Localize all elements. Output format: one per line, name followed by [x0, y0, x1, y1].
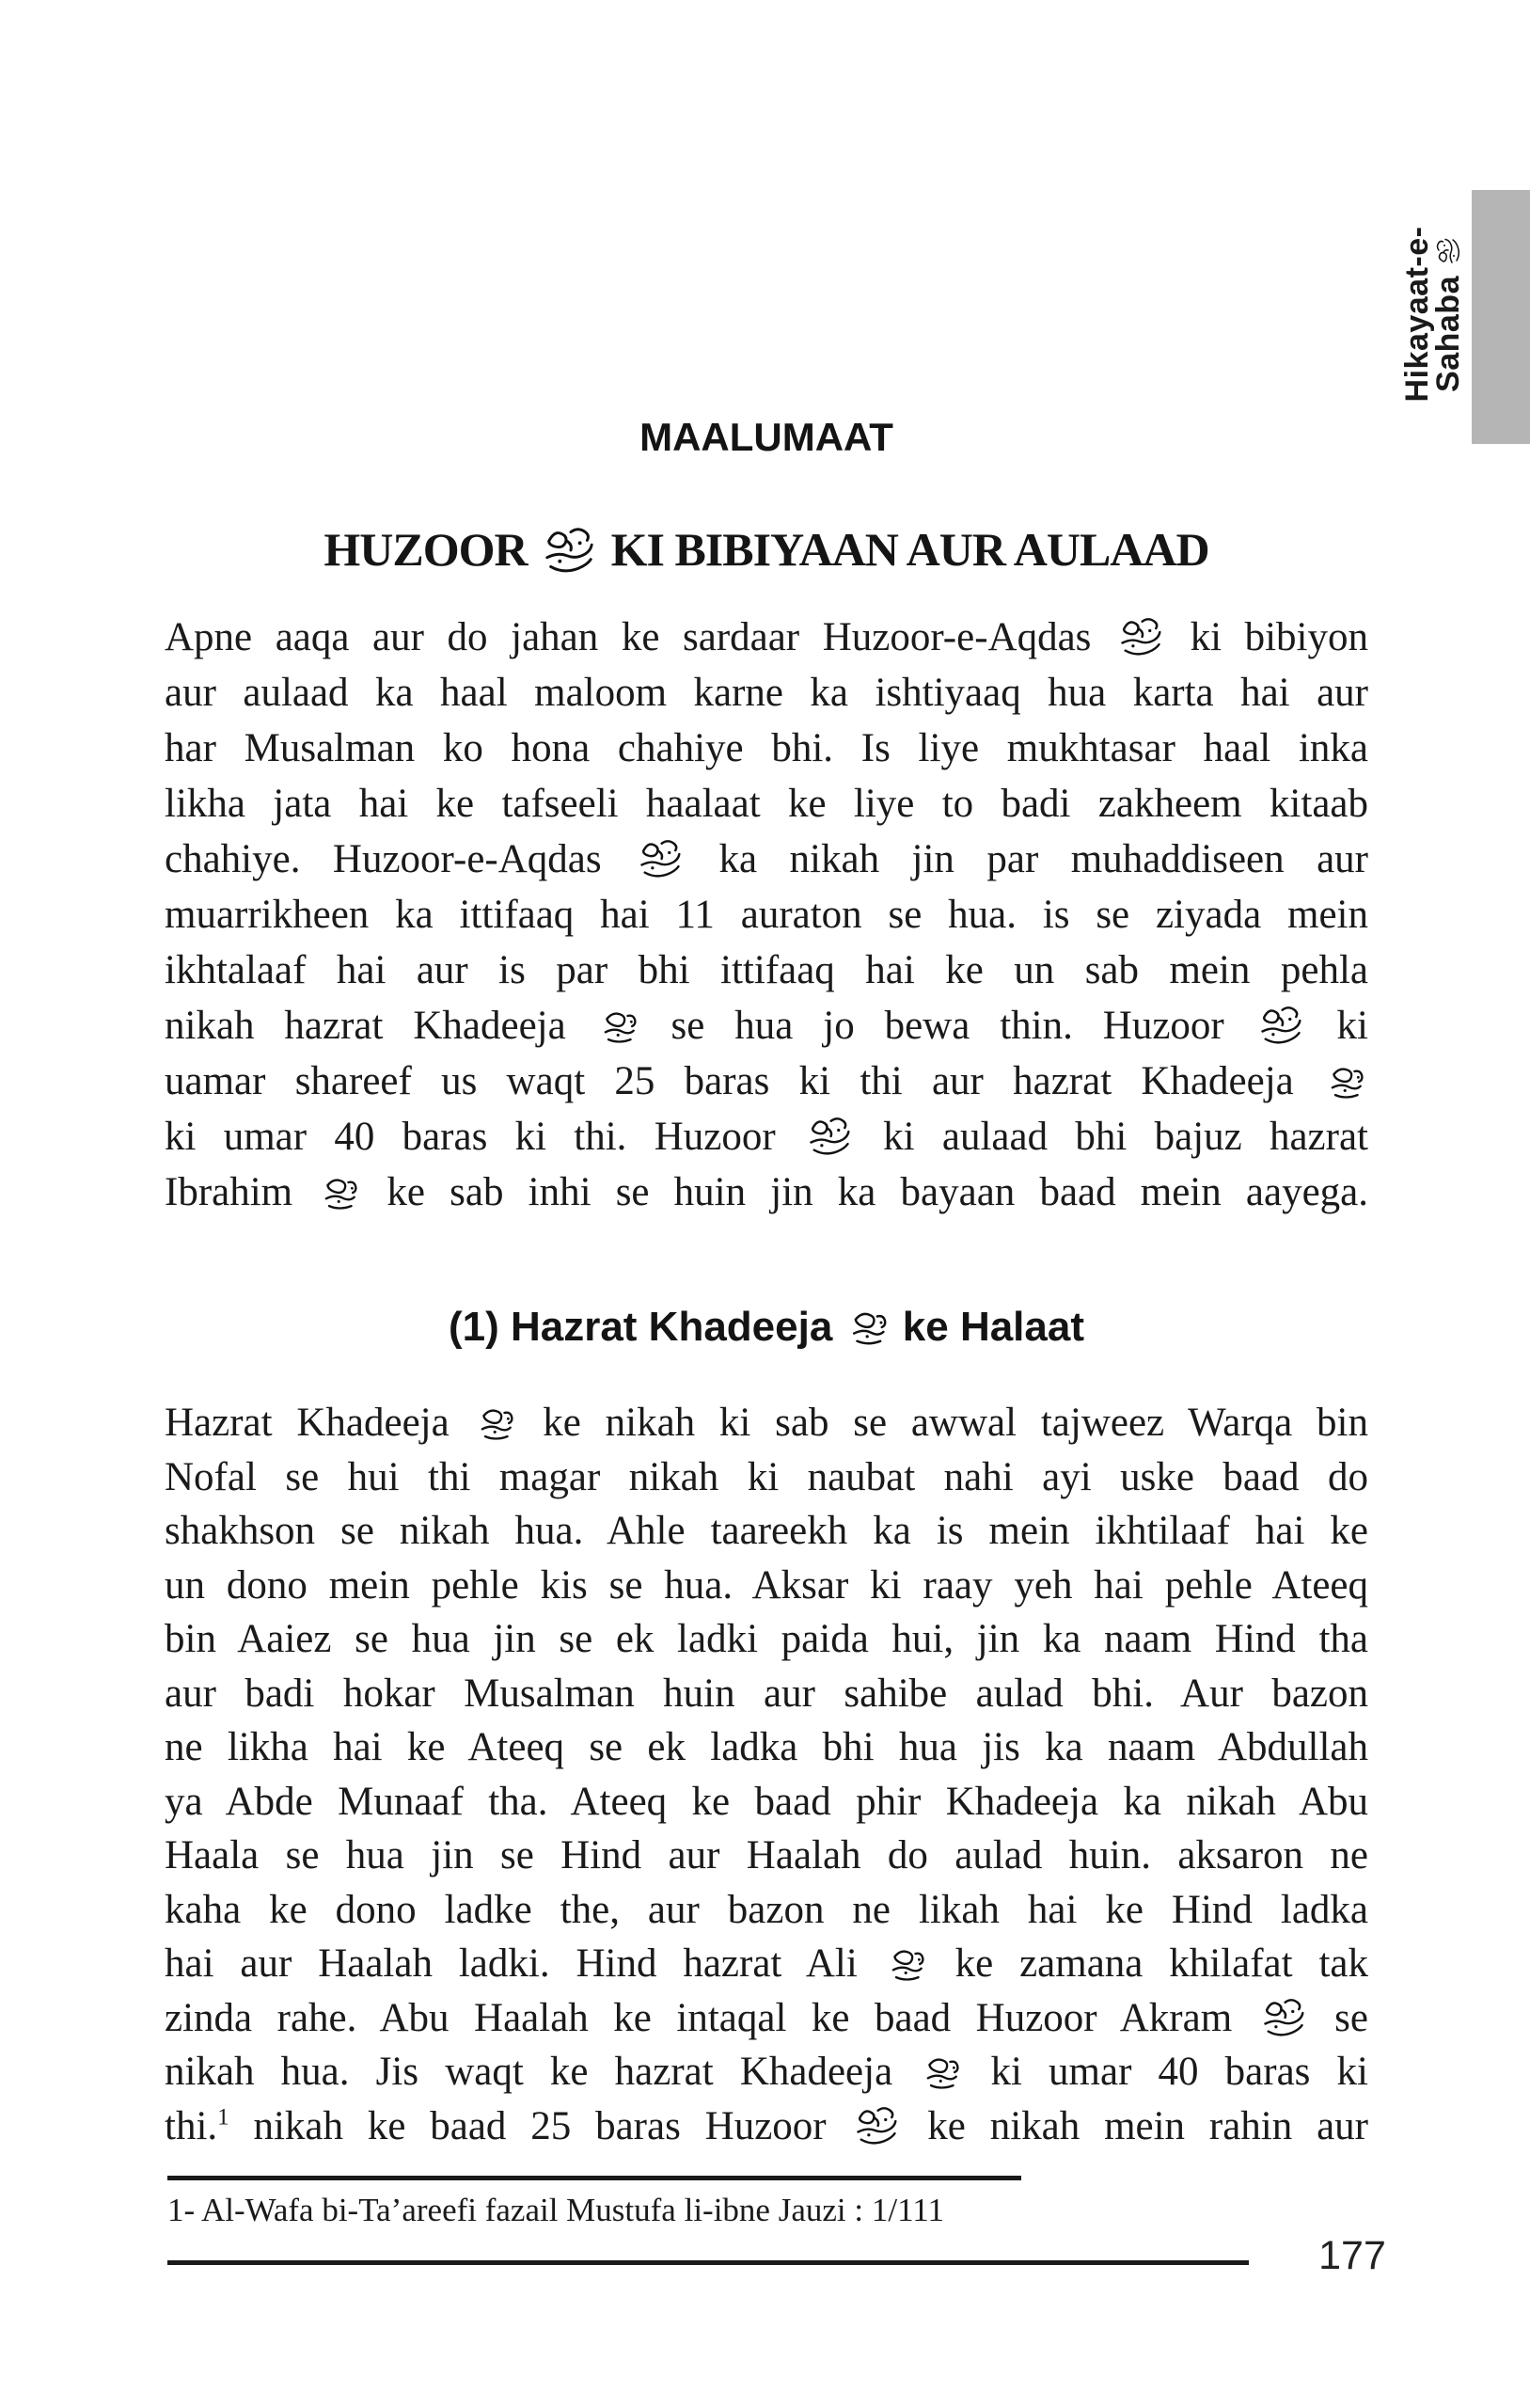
footnote-divider: [167, 2176, 1021, 2180]
text-line: zinda rahe. Abu Haalah ke intaqal ke baad Huzoor Akram se: [165, 1991, 1368, 2046]
footnote-reference: 1: [217, 2104, 229, 2131]
ra-calligraphy-icon: [846, 1305, 890, 1350]
page-number: 177: [1318, 2233, 1386, 2278]
text-line: nikah hua. Jis waqt ke hazrat Khadeeja ki umar 40 baras ki: [165, 2050, 1368, 2094]
text-line: aur badi hokar Musalman huin aur sahibe aulad bhi. Aur bazon: [165, 1671, 1368, 1716]
footer-rule: [167, 2260, 1249, 2265]
ra-calligraphy-icon: [921, 2050, 962, 2095]
ra-calligraphy-icon: [319, 1170, 360, 1215]
text-line: likha jata hai ke tafseeli haalaat ke liye to badi zakheem kitaab: [165, 782, 1368, 826]
paragraph-khadeeja: [165, 1396, 1368, 2153]
text-line: bin Aaiez se hua jin se ek ladki paida hui, jin ka naam Hind tha: [165, 1617, 1368, 1661]
text-line: hai aur Haalah ladki. Hind hazrat Ali ke zamana khilafat tak: [165, 1941, 1368, 1986]
chapter-tab-background: [1472, 190, 1530, 444]
text-line: Apne aaqa aur do jahan ke sardaar Huzoor-e-Aqdas ki bibiyon: [165, 610, 1368, 665]
text-line: ki umar 40 baras ki thi. Huzoor ki aulaad bhi bajuz hazrat: [165, 1109, 1368, 1164]
page-kicker: MAALUMAAT: [639, 415, 893, 459]
text-line: har Musalman ko hona chahiye bhi. Is liye mukhtasar haal inka: [165, 726, 1368, 770]
saw-calligraphy-icon: [1256, 1001, 1305, 1050]
section-heading: (1) Hazrat Khadeeja ke Halaat: [448, 1304, 1085, 1350]
saw-calligraphy-icon: [636, 834, 685, 883]
chapter-tab-label: [1399, 213, 1466, 416]
chapter-title: HUZOOR KI BIBIYAAN AUR AULAAD: [165, 521, 1368, 579]
text-line: uamar shareef us waqt 25 baras ki thi aur hazrat Khadeeja: [165, 1054, 1368, 1109]
chapter-tab-line1: Hikayaat-e-: [1399, 226, 1435, 403]
saw-calligraphy-icon: [1116, 612, 1165, 661]
text-line: aur aulaad ka haal maloom karne ka ishtiyaaq hua karta hai aur: [165, 671, 1368, 715]
footnote-text: 1- Al-Wafa bi-Ta’areefi fazail Mustufa li-ibne Jauzi : 1/111: [167, 2192, 944, 2228]
paragraph-intro: [165, 610, 1368, 1220]
ra-calligraphy-icon: [475, 1401, 516, 1446]
text-line: un dono mein pehle kis se hua. Aksar ki raay yeh hai pehle Ateeq: [165, 1562, 1368, 1608]
ra-calligraphy-icon: [598, 1004, 639, 1049]
text-line: ikhtalaaf hai aur is par bhi ittifaaq hai ke un sab mein pehla: [165, 948, 1368, 992]
text-line: Ibrahim ke sab inhi se huin jin ka bayaan baad mein aayega.: [165, 1170, 1368, 1214]
text-line: Nofal se hui thi magar nikah ki naubat nahi ayi uske baad do: [165, 1454, 1368, 1499]
ra-calligraphy-icon: [1325, 1059, 1366, 1104]
text-line: Haala se hua jin se Hind aur Haalah do aulad huin. aksaron ne: [165, 1833, 1368, 1877]
saw-calligraphy-icon: [852, 2101, 901, 2150]
saw-calligraphy-icon: [805, 1112, 854, 1161]
saw-calligraphy-icon: [540, 521, 598, 579]
text-line: ne likha hai ke Ateeq se ek ladka bhi hua jis ka naam Abdullah: [165, 1725, 1368, 1769]
text-line: thi.$^1$ nikah ke baad 25 baras Huzoor ke nikah mein rahin aur: [165, 2099, 1368, 2154]
saw-calligraphy-icon: [1433, 236, 1463, 266]
chapter-tab-line2: Sahaba: [1433, 213, 1464, 416]
text-line: nikah hazrat Khadeeja se hua jo bewa thin. Huzoor ki: [165, 998, 1368, 1054]
text-line: chahiye. Huzoor-e-Aqdas ka nikah jin par muhaddiseen aur: [165, 832, 1368, 887]
text-line: Hazrat Khadeeja ke nikah ki sab se awwal tajweez Warqa bin: [165, 1401, 1368, 1445]
text-line: muarrikheen ka ittifaaq hai 11 auraton se hua. is se ziyada mein: [165, 893, 1368, 937]
ra-calligraphy-icon: [886, 1941, 927, 1987]
text-line: kaha ke dono ladke the, aur bazon ne likah hai ke Hind ladka: [165, 1887, 1368, 1932]
saw-calligraphy-icon: [1259, 1993, 1308, 2042]
text-line: ya Abde Munaaf tha. Ateeq ke baad phir Khadeeja ka nikah Abu: [165, 1779, 1368, 1824]
text-line: shakhson se nikah hua. Ahle taareekh ka is mein ikhtilaaf hai ke: [165, 1509, 1368, 1553]
